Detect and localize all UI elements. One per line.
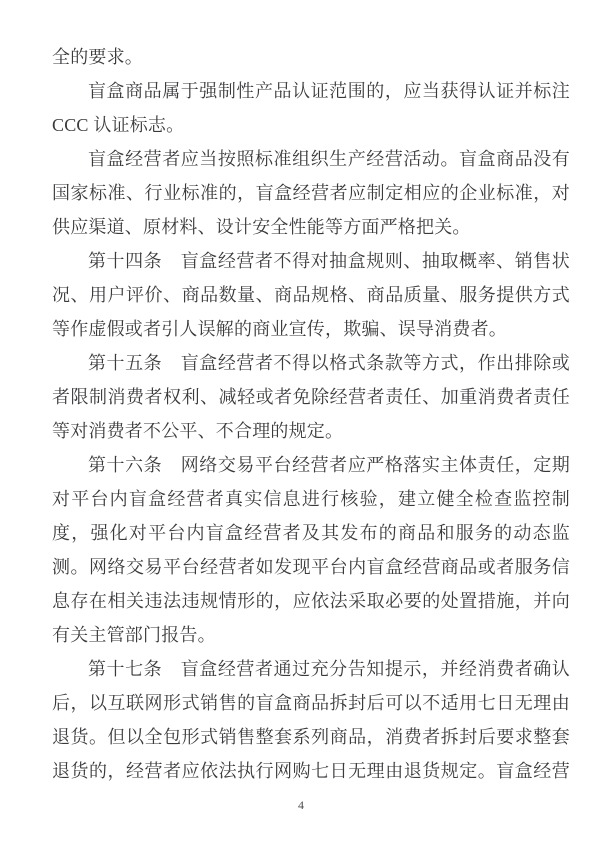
text-line: 况、用户评价、商品数量、商品规格、商品质量、服务提供方式 xyxy=(52,285,570,305)
text-line: 有关主管部门报告。 xyxy=(52,625,216,645)
text-line: 供应渠道、原材料、设计安全性能等方面严格把关。 xyxy=(52,217,471,237)
page-number: 4 xyxy=(298,798,304,812)
text-line: 对平台内盲盒经营者真实信息进行核验，建立健全检查监控制 xyxy=(52,489,570,509)
text-line: 第十四条 盲盒经营者不得对抽盒规则、抽取概率、销售状 xyxy=(88,251,570,271)
text-block xyxy=(52,40,570,788)
text-line: 等对消费者不公平、不合理的规定。 xyxy=(52,421,344,441)
text-line: 退货的，经营者应依法执行网购七日无理由退货规定。盲盒经营 xyxy=(52,761,570,781)
text-line: 盲盒经营者应当按照标准组织生产经营活动。盲盒商品没有 xyxy=(88,149,570,169)
text-line: 息存在相关违法违规情形的，应依法采取必要的处置措施，并向 xyxy=(52,591,570,611)
text-line: 第十七条 盲盒经营者通过充分告知提示，并经消费者确认 xyxy=(88,659,570,679)
text-line: 盲盒商品属于强制性产品认证范围的，应当获得认证并标注 xyxy=(88,81,570,101)
page-footer xyxy=(0,796,602,814)
text-line: 退货。但以全包形式销售整套系列商品，消费者拆封后要求整套 xyxy=(52,727,570,747)
text-line: 第十六条 网络交易平台经营者应严格落实主体责任，定期 xyxy=(88,455,570,475)
text-line: 国家标准、行业标准的，盲盒经营者应制定相应的企业标准，对 xyxy=(52,183,570,203)
text-line: 全的要求。 xyxy=(52,47,143,67)
text-line: 测。网络交易平台经营者如发现平台内盲盒经营商品或者服务信 xyxy=(52,557,570,577)
text-line: 等作虚假或者引人误解的商业宣传，欺骗、误导消费者。 xyxy=(52,319,507,339)
text-line: 后，以互联网形式销售的盲盒商品拆封后可以不适用七日无理由 xyxy=(52,693,570,713)
text-line: 度，强化对平台内盲盒经营者及其发布的商品和服务的动态监 xyxy=(52,523,570,543)
text-line: 第十五条 盲盒经营者不得以格式条款等方式，作出排除或 xyxy=(88,353,570,373)
text-line: CCC 认证标志。 xyxy=(52,115,185,135)
text-line: 者限制消费者权利、减轻或者免除经营者责任、加重消费者责任 xyxy=(52,387,570,407)
